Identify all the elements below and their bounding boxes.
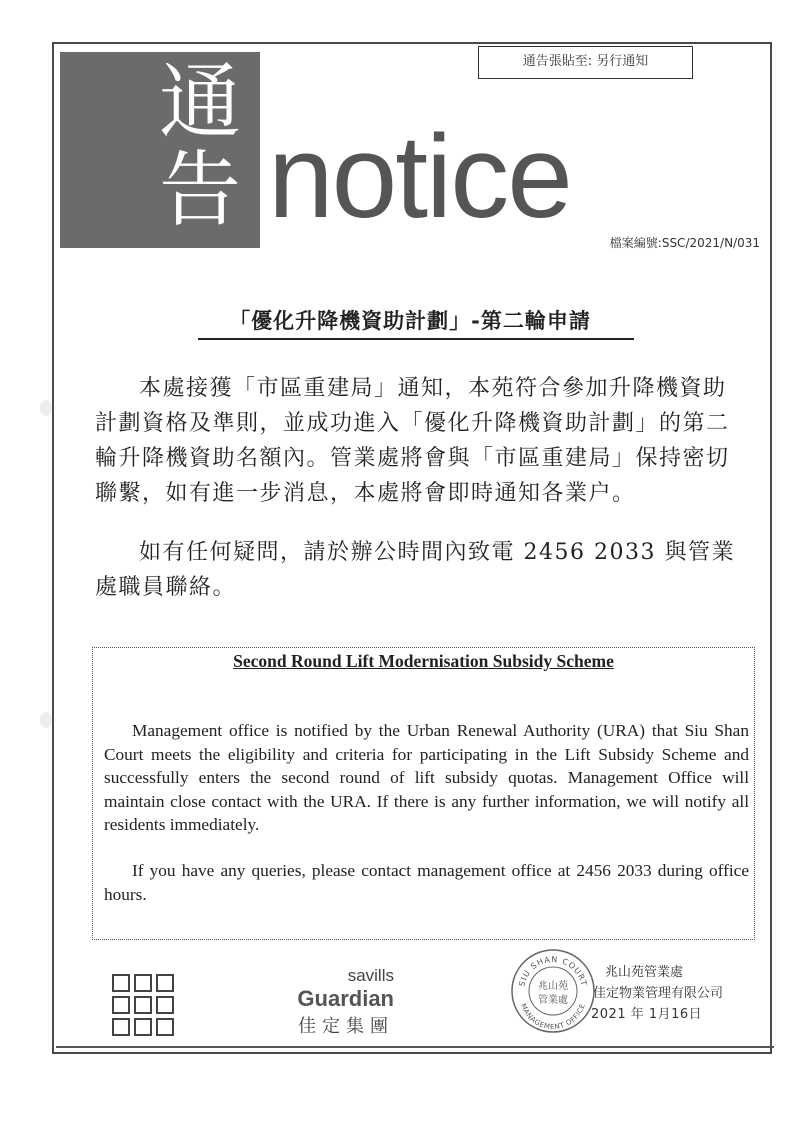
punch-hole-mark — [40, 400, 52, 416]
notice-heading: notice — [268, 111, 571, 243]
chinese-title: 「優化升降機資助計劃」-第二輪申請 — [229, 309, 591, 333]
signature-block — [591, 962, 765, 1025]
svg-text:MANAGEMENT OFFICE — [519, 1002, 587, 1031]
signature-company: 佳定物業管理有限公司 — [593, 986, 724, 1001]
logo-brand-top: savills — [347, 966, 394, 985]
file-number: 檔案編號:SSC/2021/N/031 — [609, 236, 760, 250]
savills-guardian-logo — [112, 966, 394, 1037]
seal-inner-1: 兆山苑 — [538, 981, 568, 992]
logo-brand-main: Guardian — [297, 986, 394, 1011]
seal-outer-top: SIU SHAN COURT — [517, 954, 589, 988]
seal-outer-bottom: MANAGEMENT OFFICE — [519, 1002, 587, 1032]
signature-date: 2021 年 1月16日 — [591, 1007, 703, 1022]
chinese-paragraph-2: 如有任何疑問，請於辦公時間內致電 2456 2033 與管業處職員聯絡。 — [95, 540, 735, 600]
management-office-seal — [510, 948, 596, 1034]
seal-inner-2: 管業處 — [538, 995, 568, 1006]
bottom-rule — [56, 1046, 774, 1048]
logo-grid-icon — [112, 974, 174, 1036]
logo-brand-zh: 佳定集團 — [298, 1016, 394, 1037]
posting-period-box: 通告張貼至: 另行通知 — [478, 46, 693, 79]
header-char-2: 告 — [158, 143, 241, 238]
english-paragraph-1: Management office is notified by the Urban Renewal Authority (URA) that Siu Shan Court meets the eligibility and criteria for participating in the Lift Subsidy Scheme and successfully enters the second round of lift subsidy quotas. Management Office will maintain close contact with the URA. If there is any further information, we will notify all residents immediately. — [104, 721, 749, 834]
english-title: Second Round Lift Modernisation Subsidy Scheme — [233, 651, 614, 671]
chinese-title-underline — [198, 338, 634, 340]
chinese-paragraph-1: 本處接獲「市區重建局」通知，本苑符合參加升降機資助計劃資格及準則，並成功進入「優化升降機資助計劃」的第二輪升降機資助名額內。管業處將會與「市區重建局」保持密切聯繫，如有進一步消息，本處將會即時通知各業户。 — [95, 376, 730, 506]
signature-office: 兆山苑管業處 — [605, 965, 684, 980]
header-char-1: 通 — [158, 55, 241, 150]
english-paragraph-2: If you have any queries, please contact management office at 2456 2033 during office hours. — [104, 861, 749, 904]
punch-hole-mark — [40, 712, 52, 728]
